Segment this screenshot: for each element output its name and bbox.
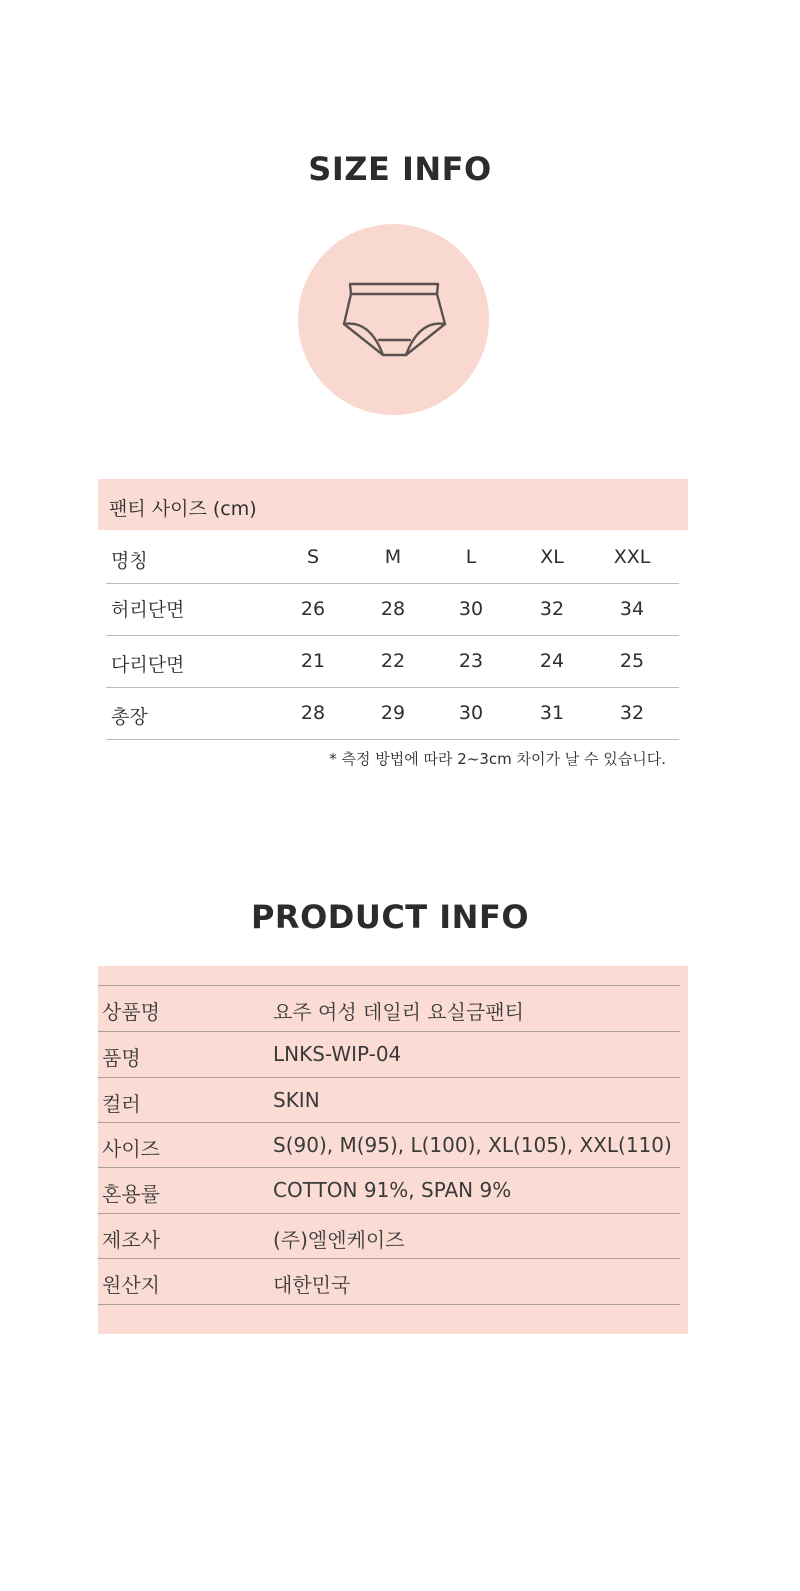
product-value: COTTON 91%, SPAN 9% bbox=[273, 1178, 512, 1202]
size-table-title: 팬티 사이즈 (cm) bbox=[109, 498, 257, 520]
product-info-title: PRODUCT INFO bbox=[250, 898, 530, 936]
table-row bbox=[98, 985, 680, 1031]
row-label: 다리단면 bbox=[111, 654, 185, 676]
table-row bbox=[106, 635, 679, 688]
product-value: 요주 여성 데일리 요실금팬티 bbox=[273, 1000, 524, 1024]
product-value: LNKS-WIP-04 bbox=[273, 1042, 402, 1066]
table-cell: 28 bbox=[300, 702, 326, 724]
table-row bbox=[98, 1077, 680, 1123]
table-cell: 22 bbox=[380, 650, 406, 672]
size-table-head-row bbox=[106, 531, 679, 584]
row-label: 허리단면 bbox=[111, 599, 185, 621]
table-cell: 32 bbox=[619, 702, 645, 724]
product-key: 원산지 bbox=[102, 1273, 160, 1297]
product-key: 컬러 bbox=[102, 1092, 141, 1116]
size-table-header bbox=[98, 479, 688, 530]
product-key: 사이즈 bbox=[102, 1137, 160, 1161]
product-value: 대한민국 bbox=[273, 1273, 351, 1297]
table-cell: 31 bbox=[539, 702, 565, 724]
product-key: 혼용률 bbox=[102, 1182, 160, 1206]
column-label-xl: XL bbox=[540, 546, 564, 568]
table-row bbox=[98, 1213, 680, 1259]
table-cell: 23 bbox=[458, 650, 484, 672]
panty-icon bbox=[298, 224, 489, 415]
column-label-s: S bbox=[306, 546, 320, 568]
table-cell: 26 bbox=[300, 598, 326, 620]
product-key: 제조사 bbox=[102, 1228, 160, 1252]
table-row bbox=[98, 1122, 680, 1168]
column-label-m: M bbox=[384, 546, 402, 568]
table-row bbox=[98, 1167, 680, 1213]
product-value: S(90), M(95), L(100), XL(105), XXL(110) bbox=[273, 1133, 672, 1157]
table-cell: 30 bbox=[458, 598, 484, 620]
product-value: (주)엘엔케이즈 bbox=[273, 1228, 405, 1252]
table-cell: 32 bbox=[539, 598, 565, 620]
table-row bbox=[98, 1031, 680, 1077]
column-label-l: L bbox=[465, 546, 477, 568]
table-cell: 28 bbox=[380, 598, 406, 620]
size-info-title: SIZE INFO bbox=[308, 150, 492, 188]
product-value: SKIN bbox=[273, 1088, 320, 1112]
product-key: 품명 bbox=[102, 1046, 141, 1070]
row-label: 총장 bbox=[111, 706, 148, 728]
product-info-table bbox=[98, 966, 688, 1334]
table-cell: 29 bbox=[380, 702, 406, 724]
table-cell: 30 bbox=[458, 702, 484, 724]
table-cell: 25 bbox=[619, 650, 645, 672]
column-label-xxl: XXL bbox=[613, 546, 651, 568]
product-key: 상품명 bbox=[102, 1000, 160, 1024]
table-row bbox=[106, 687, 679, 740]
table-cell: 24 bbox=[539, 650, 565, 672]
table-row bbox=[98, 1258, 680, 1305]
size-note: * 측정 방법에 따라 2~3cm 차이가 날 수 있습니다. bbox=[329, 750, 666, 768]
table-row bbox=[106, 583, 679, 636]
table-cell: 21 bbox=[300, 650, 326, 672]
table-cell: 34 bbox=[619, 598, 645, 620]
column-label-name: 명칭 bbox=[111, 550, 148, 572]
